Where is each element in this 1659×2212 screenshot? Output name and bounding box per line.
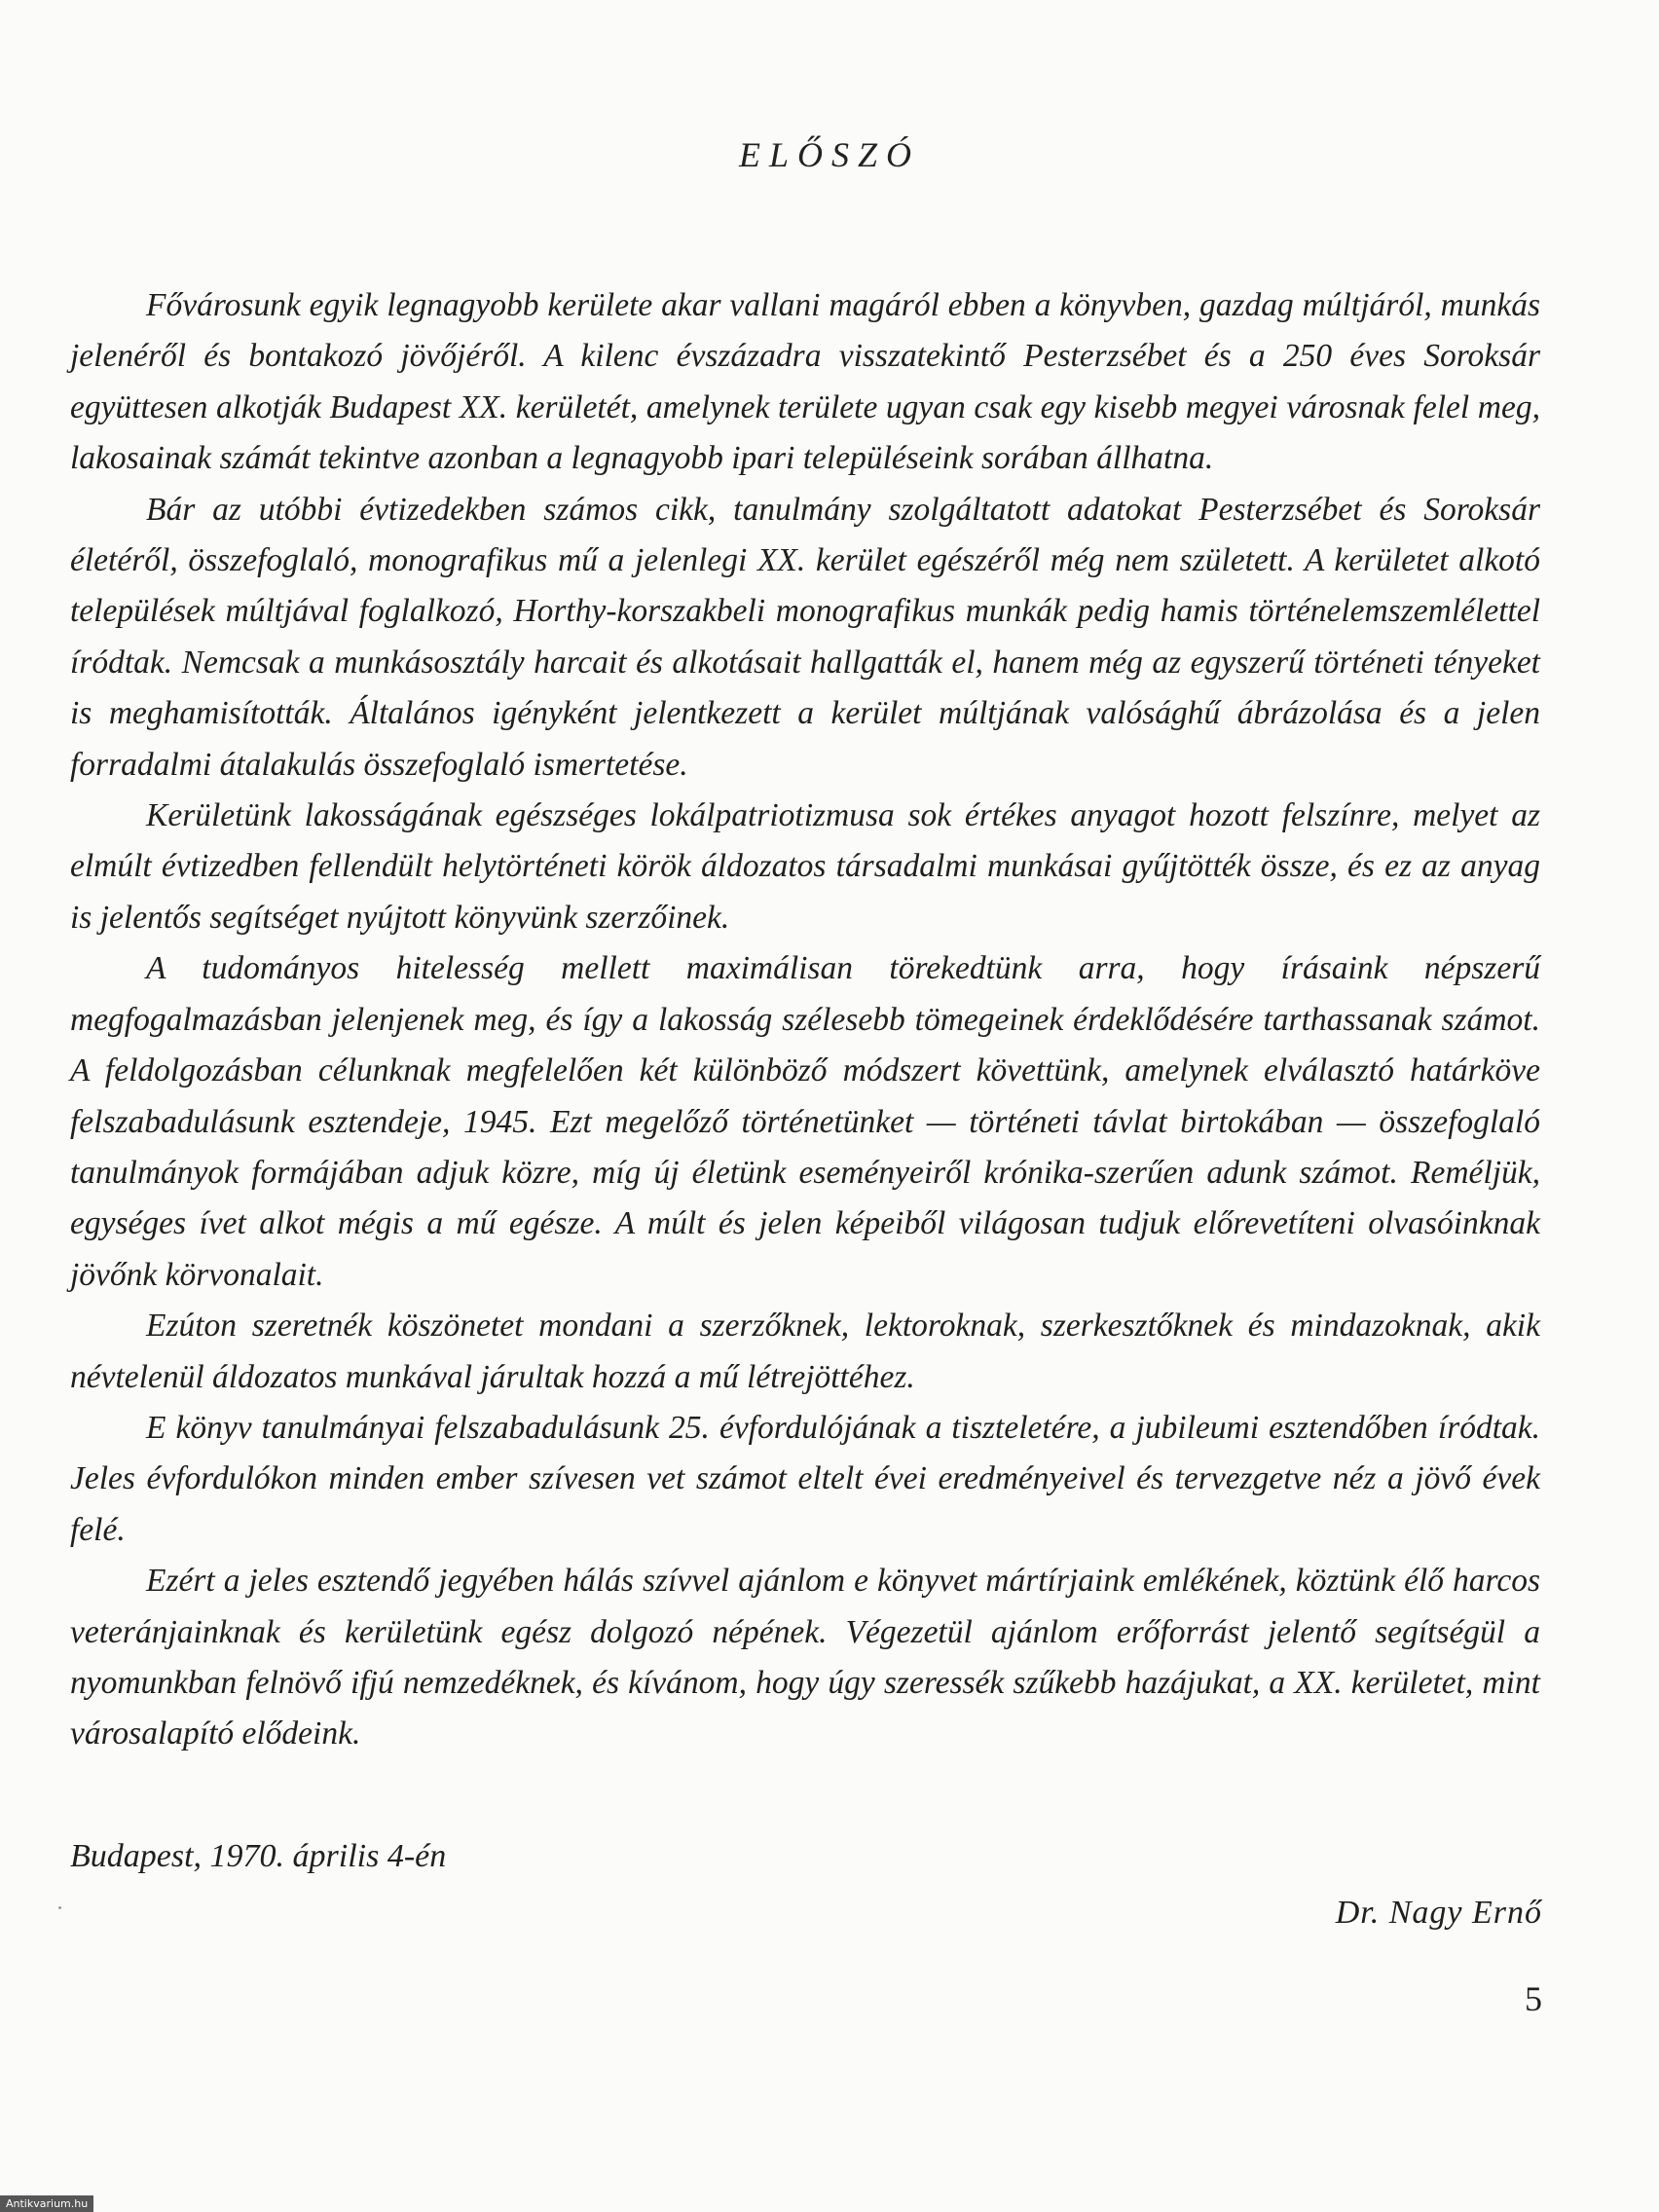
paragraph-4: A tudományos hitelesség mellett maximálisan törekedtünk arra, hogy írásaink népszerű megfogalmazásban jelenjenek meg, és így a lakosság szélesebb tömegeinek érdeklődésére tarthassanak számot. A feldolgozásban célunknak megfelelően két különböző módszert követtünk, amelynek elválasztó határköve felszabadulásunk esztendeje, 1945. Ezt megelőző történetünket — történeti távlat birtokában — összefoglaló tanulmányok formájában adjuk közre, míg új életünk eseményeiről krónika-szerűen adunk számot. Reméljük, egységes ívet alkot mégis a mű egésze. A múlt és jelen képeiből világosan tudjuk előrevetíteni olvasóinknak jövőnk körvonalait. — [70, 950, 1540, 1293]
page-number: 5 — [1525, 1979, 1542, 2018]
page-title: ELŐSZÓ — [738, 135, 921, 174]
paragraph-1: Fővárosunk egyik legnagyobb kerülete akar vallani magáról ebben a könyvben, gazdag múltjáról, munkás jelenéről és bontakozó jövőjéről. A kilenc évszázadra visszatekintő Pesterzsébet és a 250 éves Soroksár együttesen alkotják Budapest XX. kerületét, amelynek területe ugyan csak egy kisebb megyei városnak felel meg, lakosainak számát tekintve azonban a legnagyobb ipari településeink sorában állhatna. — [70, 287, 1540, 477]
paragraph-2: Bár az utóbbi évtizedekben számos cikk, tanulmány szolgáltatott adatokat Pesterzsébet és Soroksár életéről, összefoglaló, monografikus mű a jelenlegi XX. kerület egészéről még nem született. A kerületet alkotó települések múltjával foglalkozó, Horthy-korszakbeli monografikus munkák pedig hamis történelemszemlélettel íródtak. Nemcsak a munkásosztály harcait és alkotásait hallgatták el, hanem még az egyszerű történeti tényeket is meghamisították. Általános igényként jelentkezett a kerület múltjának valósághű ábrázolása és a jelen forradalmi átalakulás összefoglaló ismertetése. — [70, 491, 1540, 783]
paper-speck — [58, 1906, 61, 1909]
author-signature: Dr. Nagy Ernő — [1335, 1895, 1542, 1931]
foreword-body — [70, 280, 1540, 1760]
paragraph-3: Kerületünk lakosságának egészséges lokálpatriotizmusa sok értékes anyagot hozott felszínre, melyet az elmúlt évtizedben fellendült helytörténeti körök áldozatos társadalmi munkásai gyűjtötték össze, és ez az anyag is jelentős segítséget nyújtott könyvünk szerzőinek. — [70, 797, 1540, 936]
paragraph-7: Ezért a jeles esztendő jegyében hálás szívvel ajánlom e könyvet mártírjaink emlékének, köztünk élő harcos veteránjainknak és kerületünk egész dolgozó népének. Végezetül ajánlom erőforrást jelentő segítségül a nyomunkban felnövő ifjú nemzedéknek, és kívánom, hogy úgy szeressék szűkebb hazájukat, a XX. kerületet, mint városalapító elődeink. — [70, 1563, 1540, 1752]
site-watermark: Antikvarium.hu — [0, 2195, 93, 2212]
paragraph-5: Ezúton szeretnék köszönetet mondani a szerzőknek, lektoroknak, szerkesztőknek és mindazoknak, akik névtelenül áldozatos munkával járultak hozzá a mű létrejöttéhez. — [70, 1308, 1540, 1395]
place-and-date: Budapest, 1970. április 4-én — [70, 1838, 447, 1874]
paragraph-6: E könyv tanulmányai felszabadulásunk 25. évfordulójának a tiszteletére, a jubileumi esztendőben íródtak. Jeles évfordulókon minden ember szívesen vet számot eltelt évei eredményeivel és tervezgetve néz a jövő évek felé. — [70, 1409, 1540, 1548]
